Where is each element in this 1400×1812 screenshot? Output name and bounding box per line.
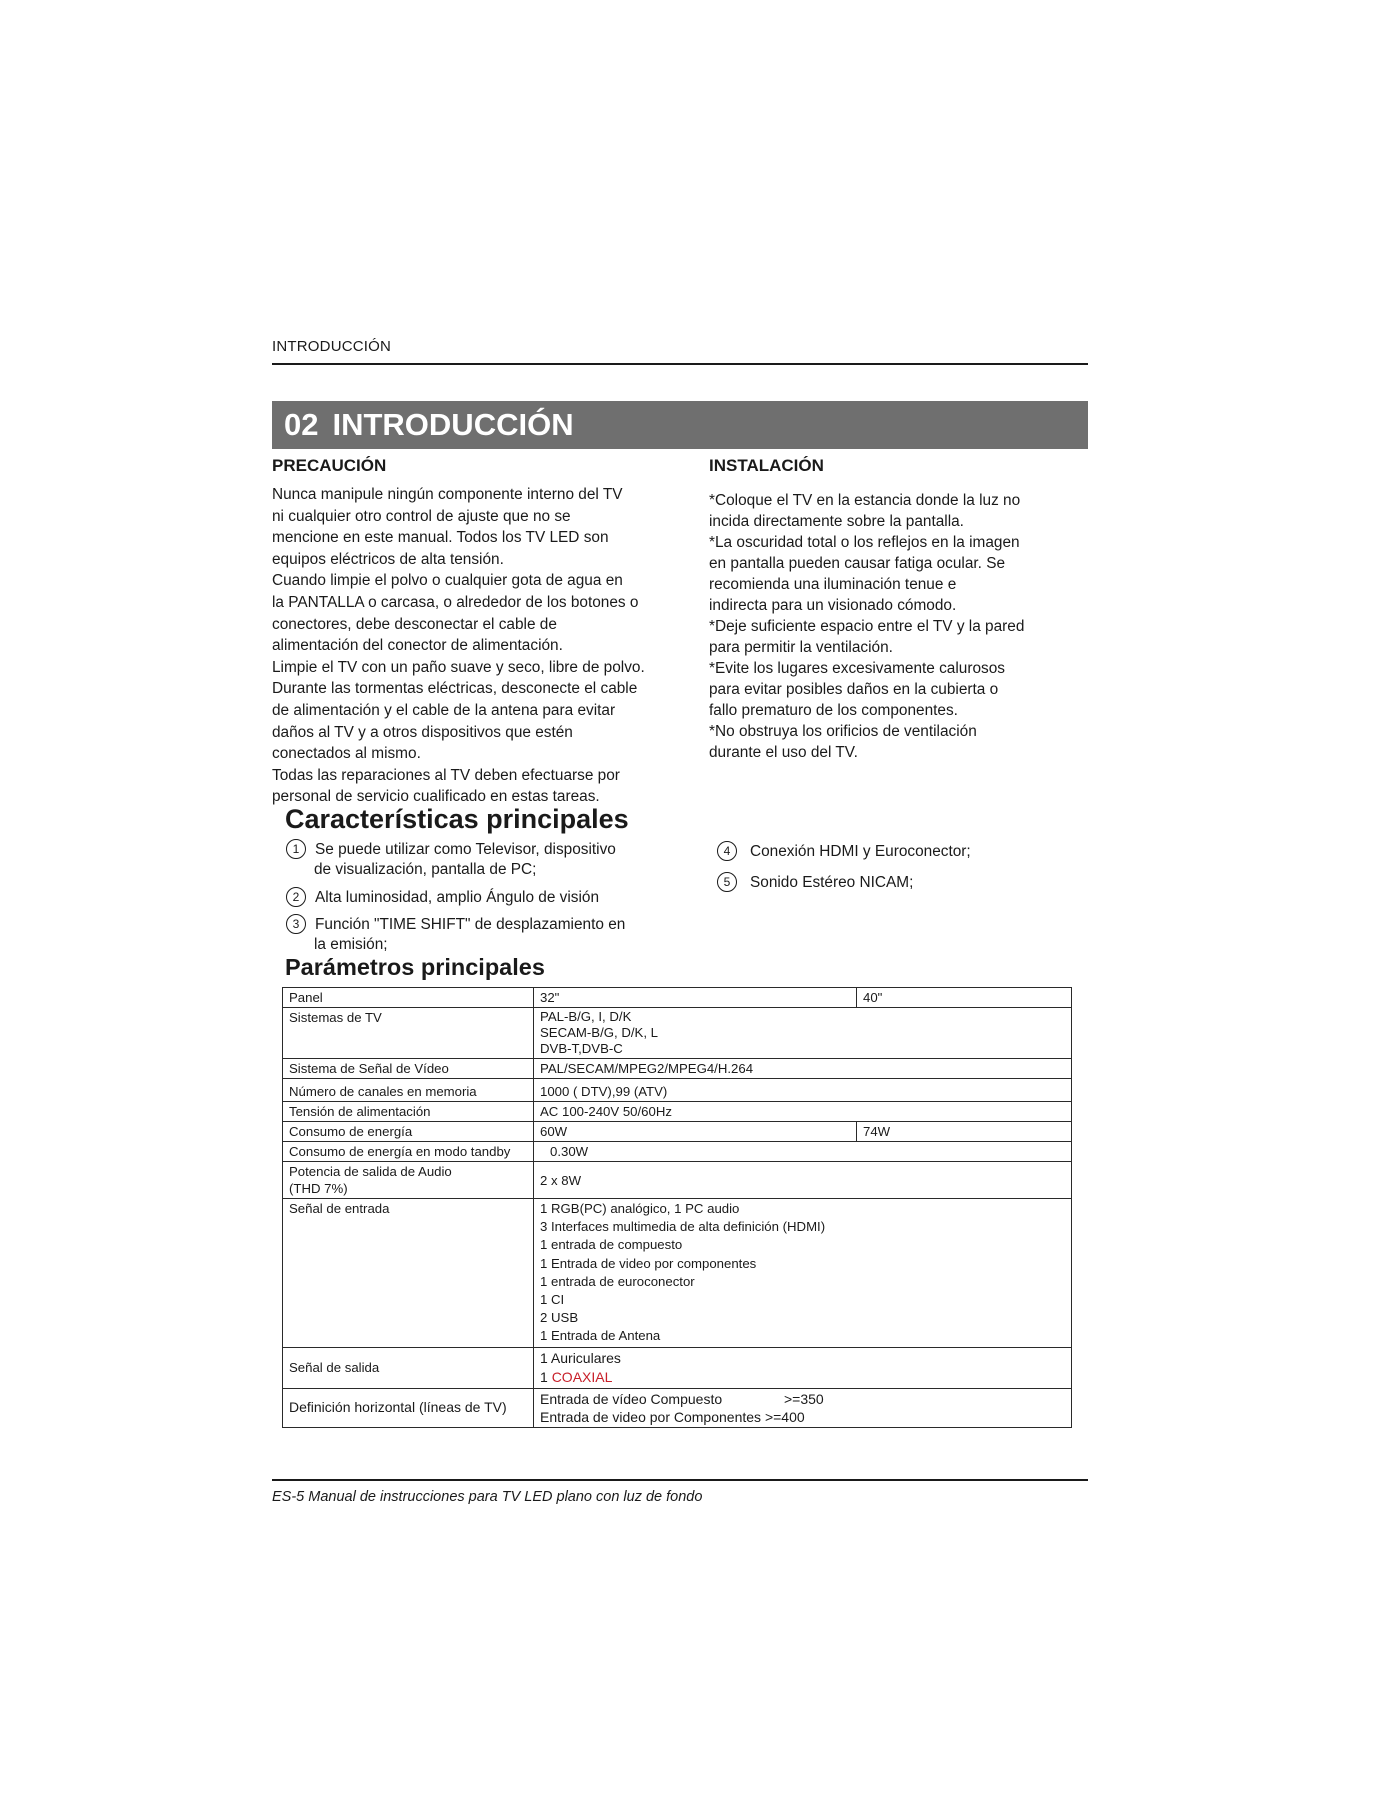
value-line: 1 entrada de compuesto xyxy=(540,1237,683,1253)
header-rule xyxy=(272,363,1088,365)
value-number: >=400 xyxy=(764,1408,805,1425)
precaucion-line: Durante las tormentas eléctricas, desconecte el cable xyxy=(272,680,638,698)
precaucion-line: de alimentación y el cable de la antena para evitar xyxy=(272,701,616,719)
row-label: Sistema de Señal de Vídeo xyxy=(283,1059,534,1079)
circled-number: 4 xyxy=(717,841,737,861)
label-line: (THD 7%) xyxy=(289,1181,348,1196)
row-label: Sistemas de TV xyxy=(283,1008,534,1059)
section-number: 02 xyxy=(284,407,319,442)
footer-rule xyxy=(272,1479,1088,1481)
precaucion-line: la PANTALLA o carcasa, o alrededor de los botones o xyxy=(272,593,639,611)
value-name: Entrada de video por Componentes xyxy=(540,1408,762,1425)
precaucion-line: Todas las reparaciones al TV deben efectuarse por xyxy=(272,766,620,784)
cell-value: 2 x 8W xyxy=(534,1162,1072,1199)
cell-value: 40" xyxy=(857,988,1072,1008)
parametros-heading: Parámetros principales xyxy=(285,954,545,980)
circled-number: 1 xyxy=(286,839,306,859)
table-row xyxy=(283,1142,1072,1162)
value-line: 1 Entrada de Antena xyxy=(540,1328,661,1344)
cell-value: 0.30W xyxy=(534,1142,1072,1162)
table-row xyxy=(283,1199,1072,1348)
cell-value: 1000 ( DTV),99 (ATV) xyxy=(534,1079,1072,1102)
instalacion-line: *Evite los lugares excesivamente calurosos xyxy=(709,660,1005,677)
feature-item-1 xyxy=(286,839,656,880)
precaucion-line: conectores, debe desconectar el cable de xyxy=(272,615,557,633)
value-line xyxy=(540,1368,1065,1387)
running-header: INTRODUCCIÓN xyxy=(272,338,392,355)
instalacion-line: recomienda una iluminación tenue e xyxy=(709,576,957,593)
row-label: Panel xyxy=(283,988,534,1008)
precaucion-line: Limpie el TV con un paño suave y seco, libre de polvo. xyxy=(272,658,645,676)
table-row xyxy=(283,1079,1072,1102)
feature-text: Sonido Estéreo NICAM; xyxy=(750,874,914,891)
instalacion-line: *La oscuridad total o los reflejos en la imagen xyxy=(709,534,1020,551)
value-line: 1 Entrada de video por componentes xyxy=(540,1255,757,1271)
table-row xyxy=(283,1388,1072,1427)
coaxial-highlight: COAXIAL xyxy=(551,1368,613,1385)
feature-text-cont: la emisión; xyxy=(314,936,388,953)
row-label xyxy=(283,1162,534,1199)
cell-value xyxy=(534,1199,1072,1348)
feature-text: Conexión HDMI y Euroconector; xyxy=(750,843,971,860)
feature-text: Alta luminosidad, amplio Ángulo de visión xyxy=(315,889,600,906)
label-line: Potencia de salida de Audio xyxy=(289,1164,452,1179)
page-footer: ES-5 Manual de instrucciones para TV LED plano con luz de fondo xyxy=(272,1489,703,1505)
precaucion-heading: PRECAUCIÓN xyxy=(272,456,387,475)
instalacion-line: fallo prematuro de los componentes. xyxy=(709,702,958,719)
circled-number: 5 xyxy=(717,872,737,892)
cell-value xyxy=(534,1347,1072,1388)
table-row xyxy=(283,1122,1072,1142)
row-label: Señal de entrada xyxy=(283,1199,534,1348)
caracteristicas-heading: Características principales xyxy=(285,804,629,834)
value-line: PAL-B/G, I, D/K xyxy=(540,1009,632,1024)
row-label: Definición horizontal (líneas de TV) xyxy=(283,1388,534,1427)
value-prefix: 1 xyxy=(540,1368,552,1385)
cell-value: 60W xyxy=(534,1122,857,1142)
value-line: 3 Interfaces multimedia de alta definición (HDMI) xyxy=(540,1219,826,1235)
instalacion-line: *No obstruya los orificios de ventilación xyxy=(709,723,977,740)
circled-number: 2 xyxy=(286,887,306,907)
parameters-table xyxy=(282,987,1072,1428)
value-name: Entrada de vídeo Compuesto xyxy=(540,1390,723,1407)
feature-text: Función "TIME SHIFT" de desplazamiento en xyxy=(315,916,626,933)
value-line: 1 entrada de euroconector xyxy=(540,1273,695,1289)
instalacion-line: indirecta para un visionado cómodo. xyxy=(709,597,957,614)
instalacion-line: para permitir la ventilación. xyxy=(709,639,893,656)
precaucion-line: Nunca manipule ningún componente interno del TV xyxy=(272,486,623,503)
table-row xyxy=(283,1008,1072,1059)
precaucion-line: daños al TV y a otros dispositivos que estén xyxy=(272,723,573,741)
cell-value: 32" xyxy=(534,988,857,1008)
row-label: Número de canales en memoria xyxy=(283,1079,534,1102)
precaucion-text xyxy=(272,484,672,808)
feature-item-3 xyxy=(286,914,656,955)
feature-item-2 xyxy=(286,887,656,908)
table-row xyxy=(283,1102,1072,1122)
section-title: INTRODUCCIÓN xyxy=(332,407,574,442)
table-row xyxy=(283,1059,1072,1079)
value-line xyxy=(540,1408,1065,1426)
table-row xyxy=(283,1347,1072,1388)
table-row xyxy=(283,1162,1072,1199)
value-line: DVB-T,DVB-C xyxy=(540,1041,623,1056)
value-line: 1 Auriculares xyxy=(540,1349,621,1366)
feature-item-4 xyxy=(717,841,1077,862)
feature-text-cont: de visualización, pantalla de PC; xyxy=(314,861,537,878)
instalacion-text xyxy=(709,490,1089,763)
cell-value: AC 100-240V 50/60Hz xyxy=(534,1102,1072,1122)
precaucion-line: equipos eléctricos de alta tensión. xyxy=(272,550,504,568)
instalacion-line: para evitar posibles daños en la cubierta o xyxy=(709,681,999,698)
row-label: Señal de salida xyxy=(283,1347,534,1388)
value-number: >=350 xyxy=(784,1390,824,1407)
precaucion-line: alimentación del conector de alimentación. xyxy=(272,637,563,655)
feature-item-5 xyxy=(717,872,1077,893)
value-line xyxy=(540,1390,1065,1408)
value-line: 2 USB xyxy=(540,1310,579,1326)
circled-number: 3 xyxy=(286,914,306,934)
section-banner xyxy=(272,401,1088,449)
row-label: Consumo de energía xyxy=(283,1122,534,1142)
instalacion-line: *Deje suficiente espacio entre el TV y la pared xyxy=(709,618,1025,635)
precaucion-line: Cuando limpie el polvo o cualquier gota de agua en xyxy=(272,572,623,590)
instalacion-line: *Coloque el TV en la estancia donde la luz no xyxy=(709,492,1021,509)
feature-text: Se puede utilizar como Televisor, dispositivo xyxy=(315,841,616,858)
table-row xyxy=(283,988,1072,1008)
instalacion-line: en pantalla pueden causar fatiga ocular. Se xyxy=(709,555,1006,572)
precaucion-line: personal de servicio cualificado en estas tareas. xyxy=(272,788,600,806)
value-line: 1 CI xyxy=(540,1292,565,1308)
value-line: 1 RGB(PC) analógico, 1 PC audio xyxy=(540,1201,740,1216)
precaucion-line: mencione en este manual. Todos los TV LED son xyxy=(272,529,609,547)
cell-value: 74W xyxy=(857,1122,1072,1142)
precaucion-line: conectados al mismo. xyxy=(272,745,421,763)
cell-value xyxy=(534,1388,1072,1427)
cell-value xyxy=(534,1008,1072,1059)
row-label: Consumo de energía en modo tandby xyxy=(283,1142,534,1162)
cell-value: PAL/SECAM/MPEG2/MPEG4/H.264 xyxy=(534,1059,1072,1079)
instalacion-line: durante el uso del TV. xyxy=(709,744,858,761)
row-label: Tensión de alimentación xyxy=(283,1102,534,1122)
value-line: SECAM-B/G, D/K, L xyxy=(540,1025,658,1040)
instalacion-line: incida directamente sobre la pantalla. xyxy=(709,513,964,530)
instalacion-heading: INSTALACIÓN xyxy=(709,456,824,475)
precaucion-line: ni cualquier otro control de ajuste que no se xyxy=(272,507,571,525)
